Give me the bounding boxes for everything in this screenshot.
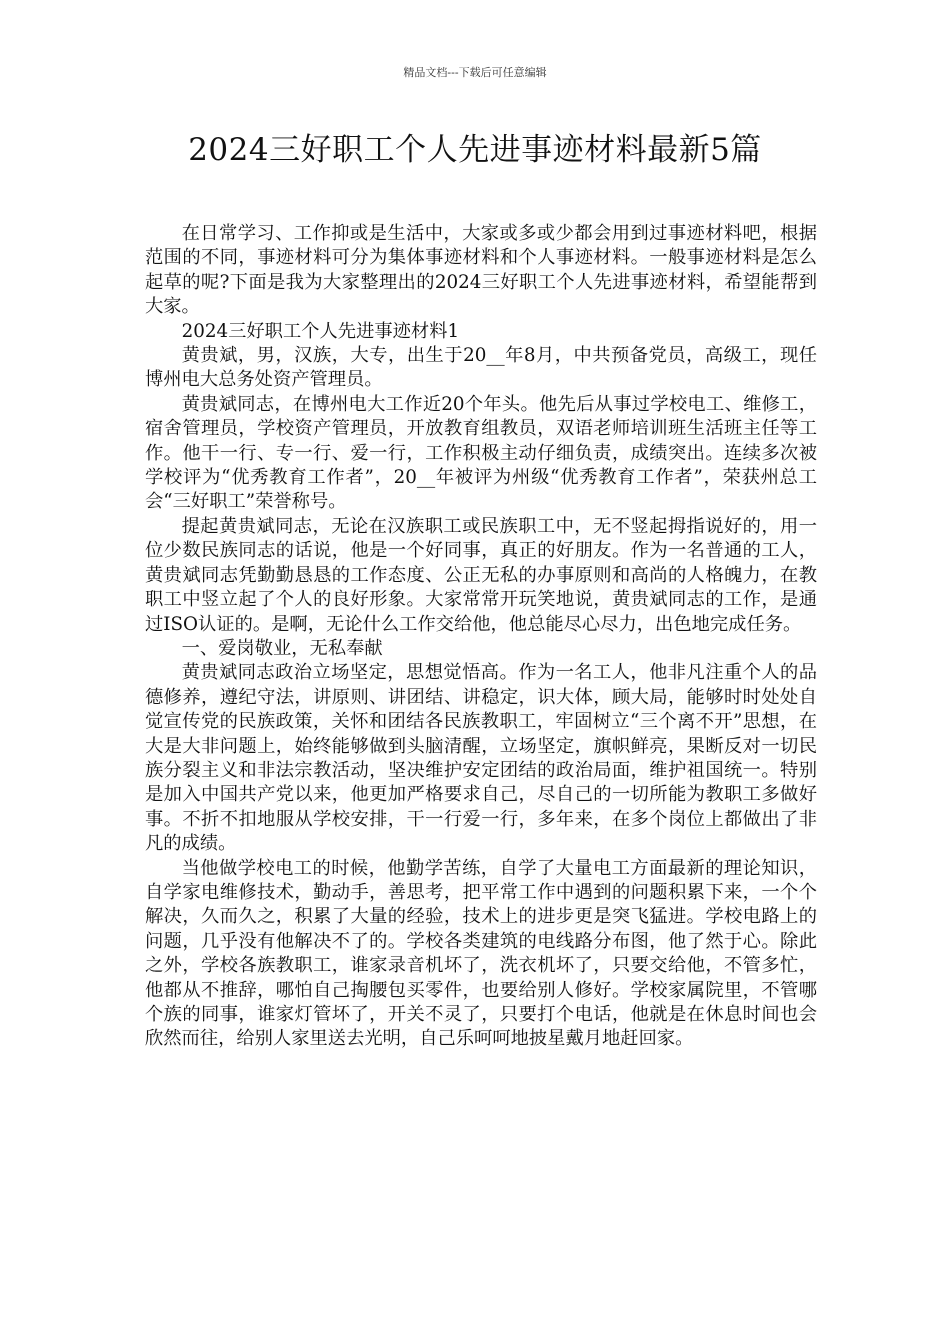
body-paragraph: 黄贵斌同志，在博州电大工作近20个年头。他先后从事过学校电工、维修工，宿舍管理员，学校资产管理员，开放教育组教员，双语老师培训班生活班主任等工作。他干一行、专一行、爱一行，工作积极主动仔细负责，成绩突出。连续多次被学校评为“优秀教育工作者”，20__年被评为州级“优秀教育工作者”，荣获州总工会“三好职工”荣誉称号。 [145, 393, 817, 513]
document-title: 2024三好职工个人先进事迹材料最新5篇 [188, 132, 762, 168]
document-body [145, 222, 817, 1052]
page-header-note: 精品文档---下载后可任意编辑 [403, 66, 547, 79]
body-paragraph: 黄贵斌同志政治立场坚定，思想觉悟高。作为一名工人，他非凡注重个人的品德修养，遵纪守法，讲原则、讲团结、讲稳定，识大体，顾大局，能够时时处处自觉宣传党的民族政策，关怀和团结各民族教职工，牢固树立“三个离不开”思想，在大是大非问题上，始终能够做到头脑清醒，立场坚定，旗帜鲜亮，果断反对一切民族分裂主义和非法宗教活动，坚决维护安定团结的政治局面，维护祖国统一。特别是加入中国共产党以来，他更加严格要求自己，尽自己的一切所能为教职工多做好事。不折不扣地服从学校安排，干一行爱一行，多年来，在多个岗位上都做出了非凡的成绩。 [145, 662, 817, 855]
intro-paragraph: 在日常学习、工作抑或是生活中，大家或多或少都会用到过事迹材料吧，根据范围的不同，事迹材料可分为集体事迹材料和个人事迹材料。一般事迹材料是怎么起草的呢?下面是我为大家整理出的2024三好职工个人先进事迹材料，希望能帮到大家。 [145, 223, 817, 318]
body-paragraph: 提起黄贵斌同志，无论在汉族职工或民族职工中，无不竖起拇指说好的，用一位少数民族同志的话说，他是一个好同事，真正的好朋友。作为一名普通的工人，黄贵斌同志凭勤勤恳恳的工作态度、公正无私的办事原则和高尚的人格魄力，在教职工中竖立起了个人的良好形象。大家常常开玩笑地说，黄贵斌同志的工作，是通过ISO认证的。是啊，无论什么工作交给他，他总能尽心尽力，出色地完成任务。 [145, 515, 817, 635]
body-paragraph: 当他做学校电工的时候，他勤学苦练，自学了大量电工方面最新的理论知识，自学家电维修技术，勤动手，善思考，把平常工作中遇到的问题积累下来，一个个解决，久而久之，积累了大量的经验，技术上的进步更是突飞猛进。学校电路上的问题，几乎没有他解决不了的。学校各类建筑的电线路分布图，他了然于心。除此之外，学校各族教职工，谁家录音机坏了，洗衣机坏了，只要交给他，不管多忙，他都从不推辞，哪怕自己掏腰包买零件，也要给别人修好。学校家属院里，不管哪个族的同事，谁家灯管坏了，开关不灵了，只要打个电话，他就是在休息时间也会欣然而往，给别人家里送去光明，自己乐呵呵地披星戴月地赶回家。 [145, 857, 817, 1050]
section-heading-material-1: 2024三好职工个人先进事迹材料1 [181, 320, 460, 342]
body-paragraph: 黄贵斌，男，汉族，大专，出生于20__年8月，中共预备党员，高级工，现任博州电大总务处资产管理员。 [145, 345, 817, 391]
subsection-heading: 一、爱岗敬业，无私奉献 [181, 637, 383, 659]
